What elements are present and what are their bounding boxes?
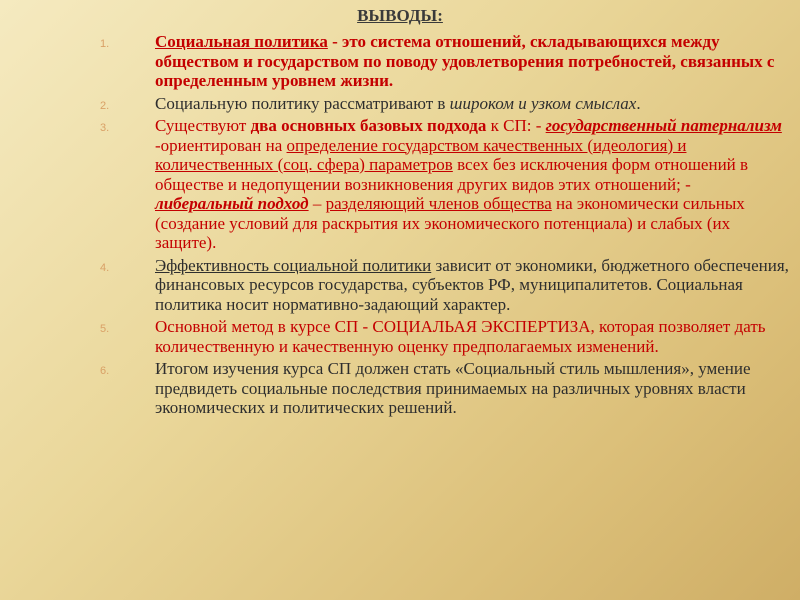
item-text: зависит от экономики, бюджетного обеспечения, финансовых ресурсов государства, субъектов РФ, муниципалитетов. Социальная политика носит нормативно-задающий характер. (155, 255, 789, 314)
list-item-5 (100, 317, 790, 356)
item-number: 3. (100, 122, 110, 134)
term-social-policy: Социальная политика (155, 32, 328, 51)
underlined-text: определение государством качественных (идеология) и количественных (соц. сфера) параметров (155, 135, 687, 174)
item-text: . (636, 93, 641, 113)
item-text: на экономически сильных (создание условий для раскрытия их экономического потенциала) и слабых (их защите). (155, 194, 745, 252)
item-text: Существуют (155, 116, 251, 135)
item-text: Социальную политику рассматривают в (155, 93, 450, 113)
item-text: к СП: - (486, 116, 546, 135)
item-text: – (308, 194, 326, 213)
emphasis-text: широком и узком смыслах (449, 93, 637, 113)
list-item-4 (100, 256, 790, 315)
underlined-text: разделяющий членов общества (325, 194, 552, 213)
item-number: 1. (100, 38, 110, 50)
item-number: 2. (100, 99, 110, 112)
emphasis-text: два основных базовых подхода (250, 116, 487, 135)
item-text: Основной метод в курсе СП - СОЦИАЛЬАЯ ЭКСПЕРТИЗА, которая позволяет дать количественную и качественную оценку предполагаемых изменений. (155, 317, 766, 356)
term-liberal: либеральный подход (155, 194, 309, 213)
slide-title: ВЫВОДЫ: (357, 6, 443, 25)
definition-text: - это система отношений, складывающихся между обществом и государством по поводу удовлетворения потребностей, связанных с определенным уровнем жизни. (155, 32, 775, 90)
list-item-6 (100, 359, 790, 418)
underlined-text: Эффективность социальной политики (155, 255, 432, 275)
term-paternalism: государственный патернализм (545, 116, 782, 135)
item-number: 5. (100, 323, 110, 335)
list-item-1 (100, 32, 790, 91)
item-number: 6. (100, 365, 110, 377)
list-item-2 (100, 94, 790, 114)
item-text: Итогом изучения курса СП должен стать «Социальный стиль мышления», умение предвидеть социальные последствия принимаемых на различных уровнях власти экономических и политических решений. (155, 359, 751, 417)
item-text: всех без исключения форм отношений в обществе и недопущении возникновения других видов этих отношений; - (155, 155, 749, 194)
list-item-3 (100, 116, 790, 253)
item-text: -ориентирован на (155, 135, 287, 155)
conclusions-list (100, 32, 790, 421)
item-number: 4. (100, 261, 110, 274)
